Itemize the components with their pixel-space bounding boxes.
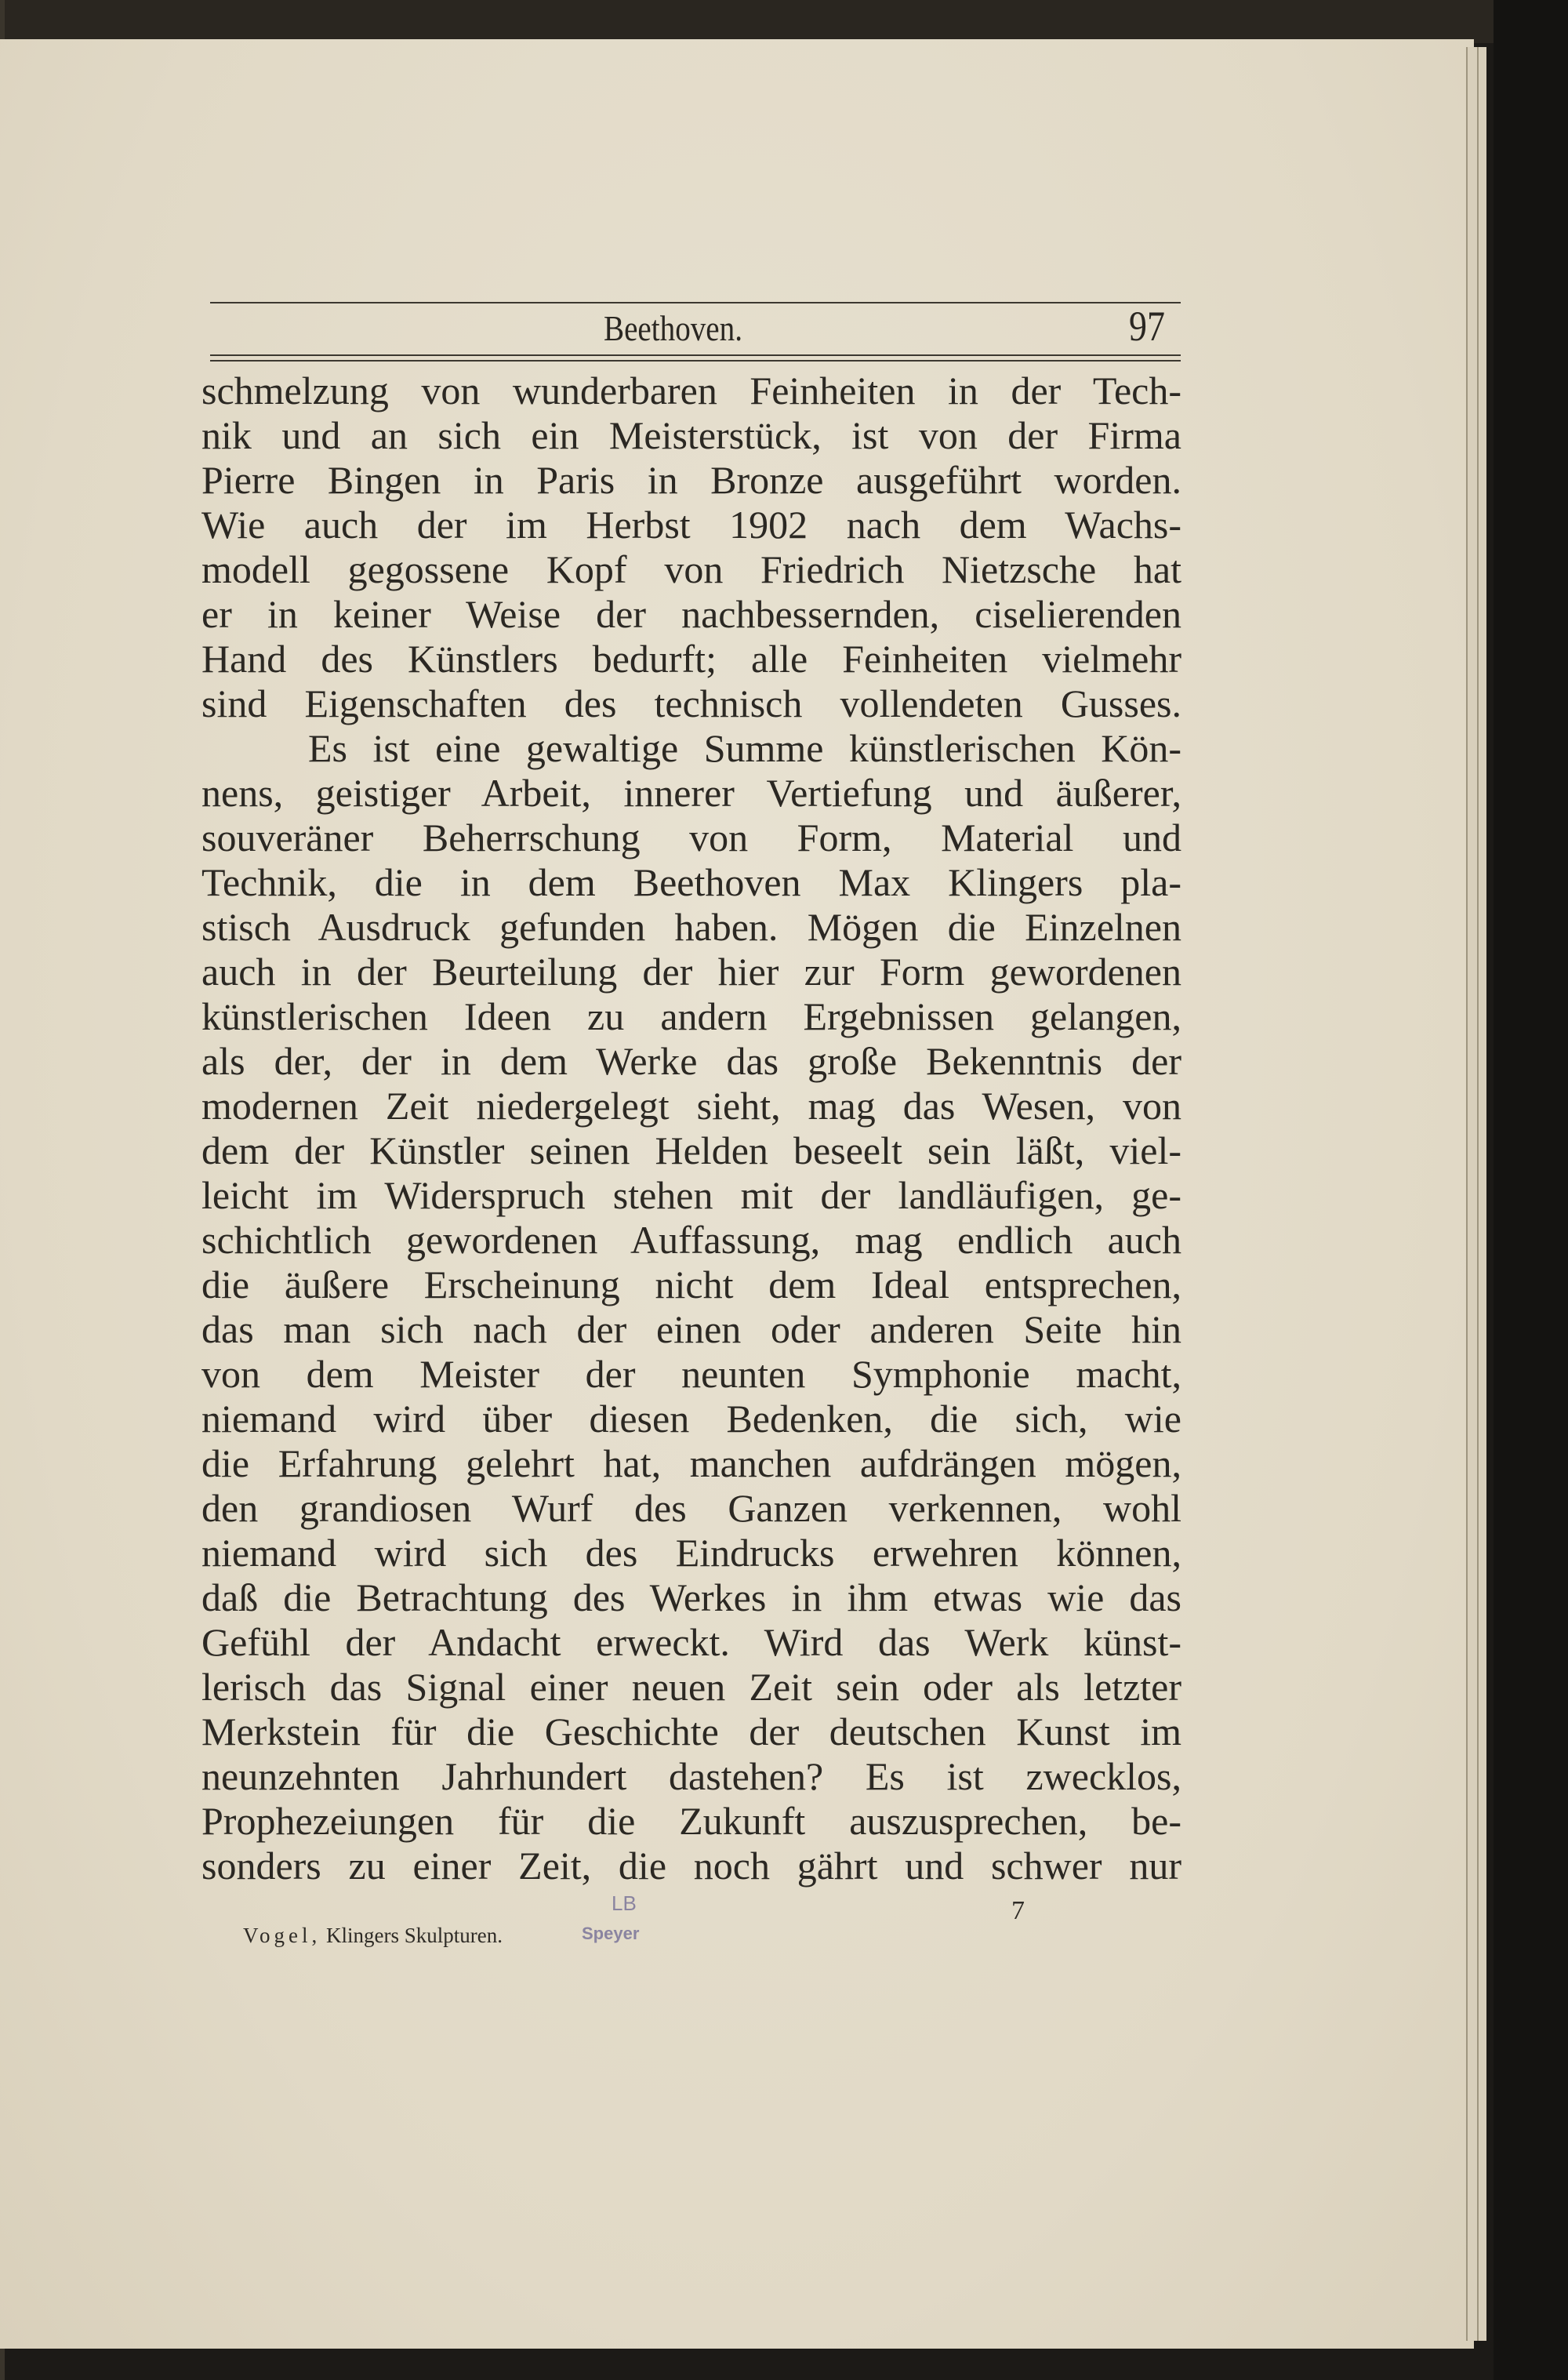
header-double-rule (210, 354, 1181, 356)
text-line: Prophezeiungen für die Zukunft auszusprechen, be- (201, 1799, 1181, 1843)
text-line: den grandiosen Wurf des Ganzen verkennen, wohl (201, 1486, 1181, 1530)
text-line: Technik, die in dem Beethoven Max Klingers pla- (201, 860, 1181, 904)
header-top-rule (210, 302, 1181, 303)
text-line: künstlerischen Ideen zu andern Ergebnissen gelangen, (201, 994, 1181, 1038)
text-line: nik und an sich ein Meisterstück, ist von der Firma (201, 413, 1181, 457)
library-stamp: Speyer (582, 1924, 640, 1943)
footer-author: Vogel, (243, 1924, 321, 1947)
text-line: die äußere Erscheinung nicht dem Ideal entsprechen, (201, 1263, 1181, 1306)
text-line: nens, geistiger Arbeit, innerer Vertiefung und äußerer, (201, 771, 1181, 815)
text-line: Hand des Künstlers bedurft; alle Feinheiten vielmehr (201, 637, 1181, 681)
book-top-edge (0, 0, 1568, 43)
text-line: stisch Ausdruck gefunden haben. Mögen die Einzelnen (201, 905, 1181, 949)
body-text (201, 369, 1181, 1888)
text-line: Merkstein für die Geschichte der deutschen Kunst im (201, 1710, 1181, 1753)
running-title: Beethoven. (604, 308, 742, 348)
text-line: sind Eigenschaften des technisch vollendeten Gusses. (201, 681, 1181, 725)
page-number: 97 (1129, 303, 1165, 350)
text-line: modernen Zeit niedergelegt sieht, mag das Wesen, von (201, 1084, 1181, 1128)
text-line: als der, der in dem Werke das große Bekenntnis der (201, 1039, 1181, 1083)
text-line: leicht im Widerspruch stehen mit der landläufigen, ge- (201, 1173, 1181, 1217)
footer-reference (243, 1923, 503, 1948)
text-line: das man sich nach der einen oder anderen Seite hin (201, 1307, 1181, 1351)
signature-mark: 7 (1011, 1896, 1025, 1925)
page-edge-stack (1477, 47, 1486, 2341)
text-line: Wie auch der im Herbst 1902 nach dem Wachs- (201, 503, 1181, 547)
text-line: neunzehnten Jahrhundert dastehen? Es ist zwecklos, (201, 1754, 1181, 1798)
header-double-rule (210, 360, 1181, 362)
footer-title: Klingers Skulpturen. (326, 1924, 503, 1947)
text-line: er in keiner Weise der nachbessernden, ciselierenden (201, 592, 1181, 636)
text-line: Gefühl der Andacht erweckt. Wird das Werk künst- (201, 1620, 1181, 1664)
text-line: von dem Meister der neunten Symphonie macht, (201, 1352, 1181, 1396)
library-stamp: LB (612, 1891, 637, 1915)
page-edge-stack (1466, 47, 1477, 2341)
text-line: niemand wird über diesen Bedenken, die sich, wie (201, 1397, 1181, 1441)
text-line: auch in der Beurteilung der hier zur Form gewordenen (201, 950, 1181, 994)
text-line: Es ist eine gewaltige Summe künstlerischen Kön- (308, 726, 1181, 770)
text-line: souveräner Beherrschung von Form, Material und (201, 816, 1181, 859)
text-line: schichtlich gewordenen Auffassung, mag endlich auch (201, 1218, 1181, 1262)
text-line: die Erfahrung gelehrt hat, manchen aufdrängen mögen, (201, 1441, 1181, 1485)
text-line: niemand wird sich des Eindrucks erwehren können, (201, 1531, 1181, 1575)
text-line: daß die Betrachtung des Werkes in ihm etwas wie das (201, 1575, 1181, 1619)
text-line: sonders zu einer Zeit, die noch gährt und schwer nur (201, 1844, 1181, 1888)
text-line: Pierre Bingen in Paris in Bronze ausgeführt worden. (201, 458, 1181, 502)
book-cover-edge (1494, 0, 1568, 2380)
text-line: dem der Künstler seinen Helden beseelt sein läßt, viel- (201, 1128, 1181, 1172)
text-line: lerisch das Signal einer neuen Zeit sein oder als letzter (201, 1665, 1181, 1709)
text-line: modell gegossene Kopf von Friedrich Nietzsche hat (201, 547, 1181, 591)
text-line: schmelzung von wunderbaren Feinheiten in der Tech- (201, 369, 1181, 412)
